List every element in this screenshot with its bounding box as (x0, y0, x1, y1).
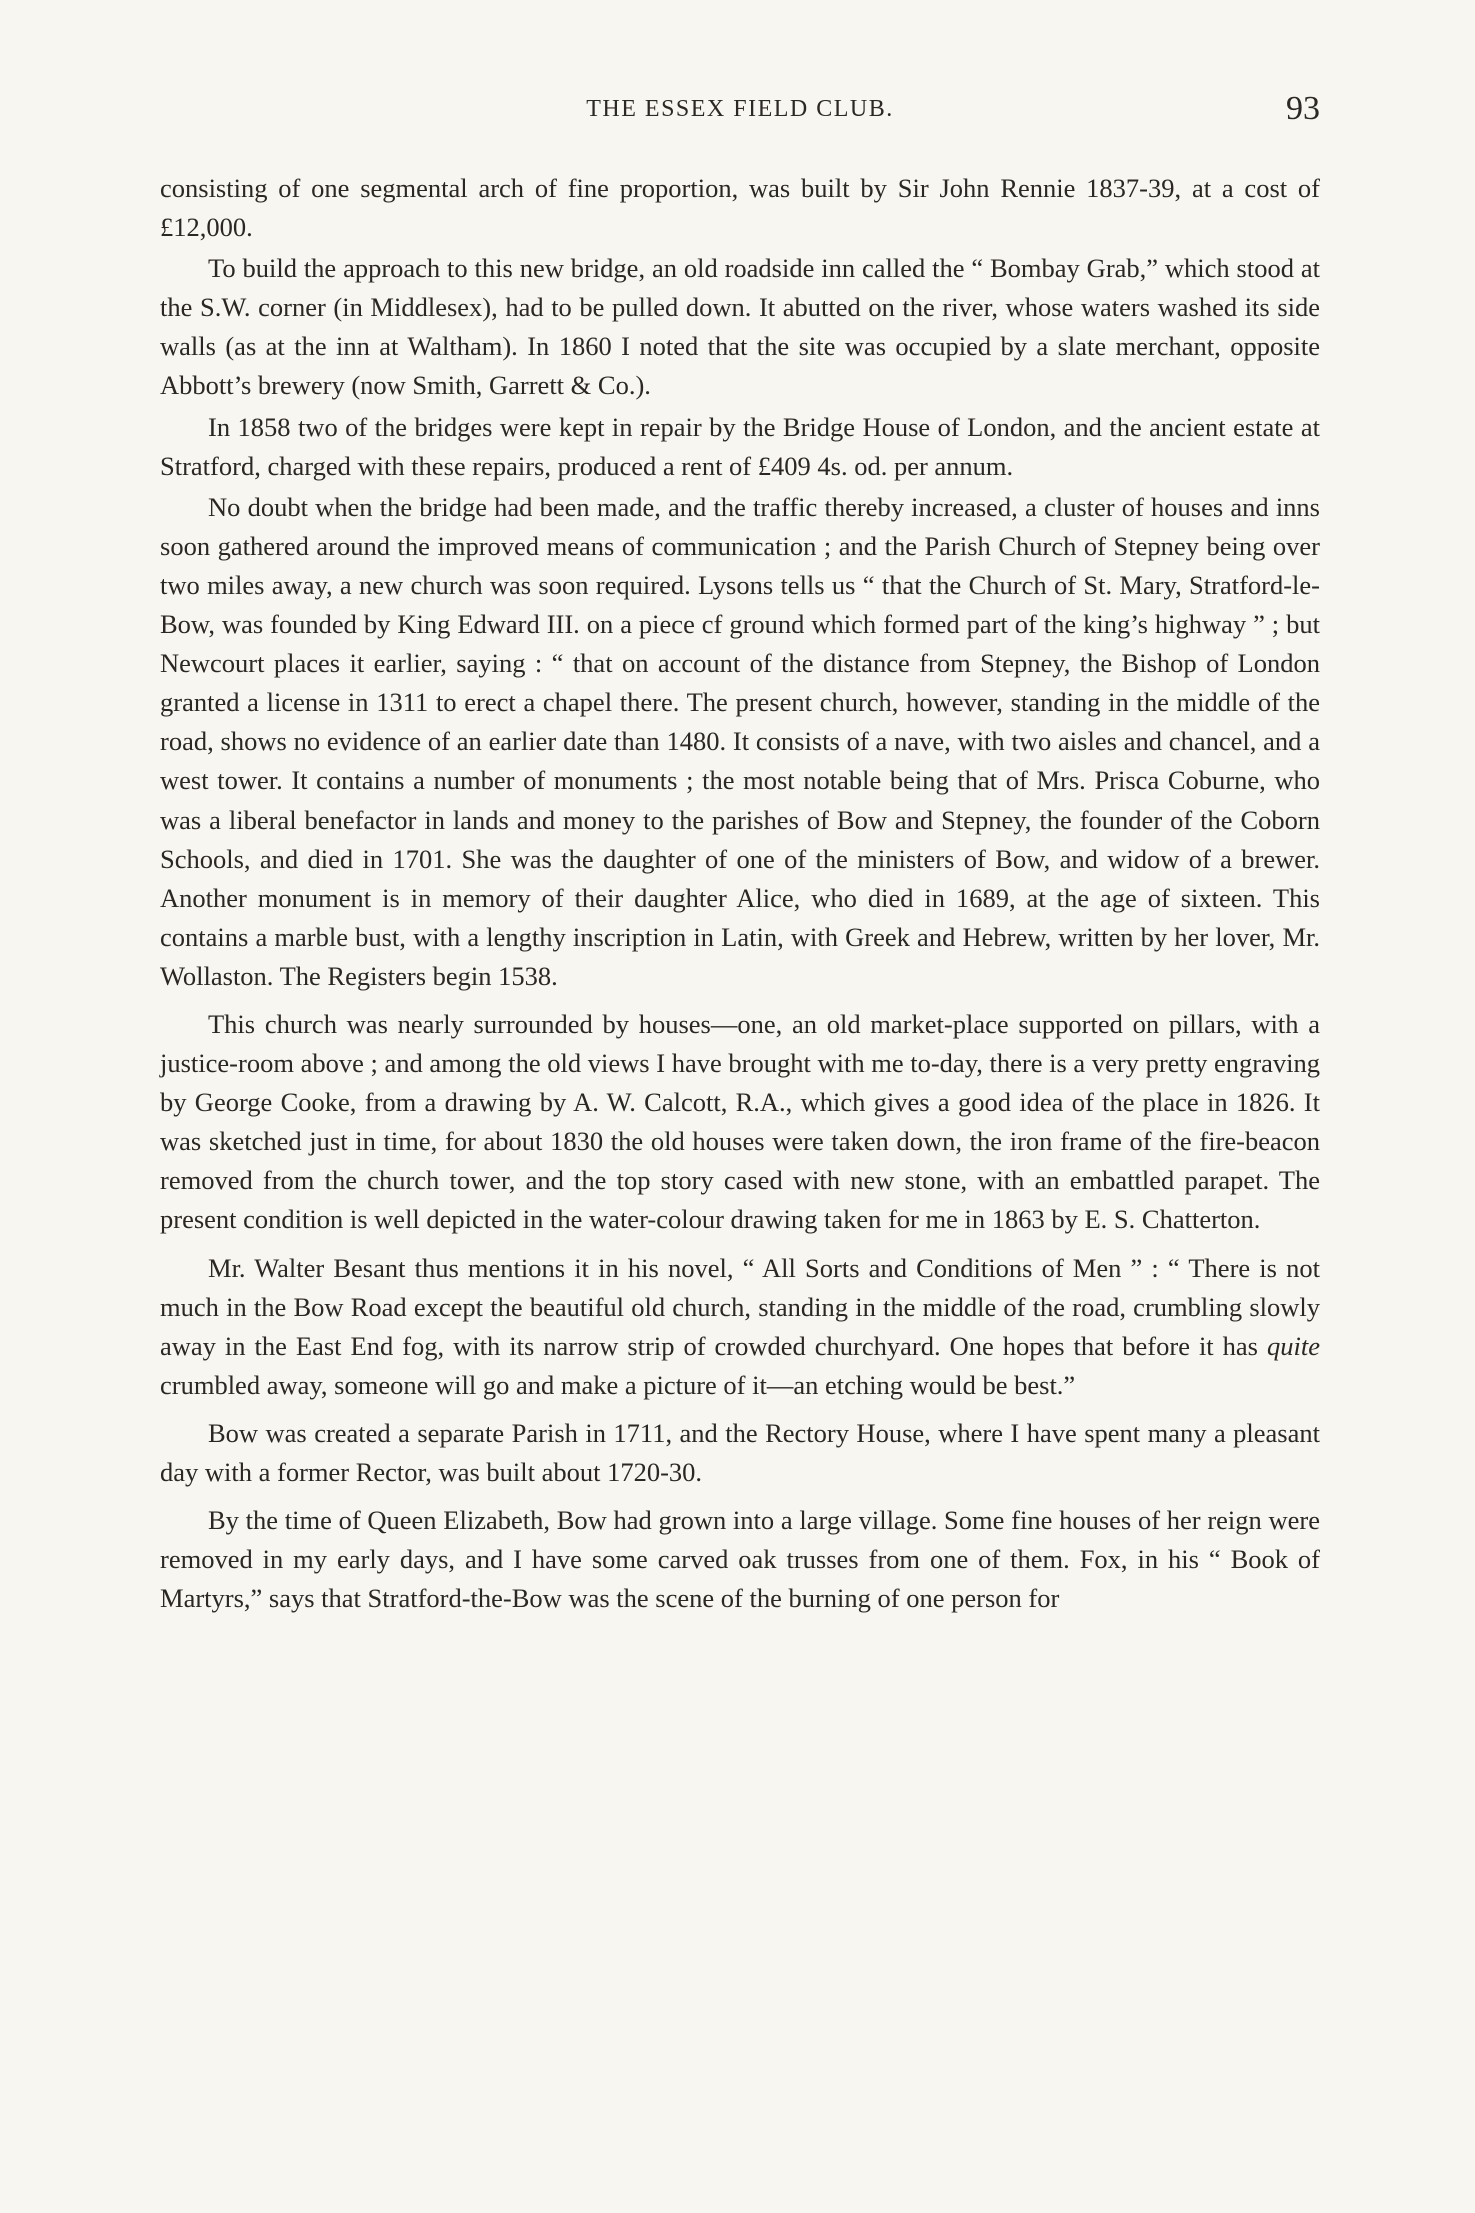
besant-quote-end: crumbled away, someone will go and make a picture of it—an etching would be best.” (160, 1369, 1076, 1400)
paragraph-bombay-grab: To build the approach to this new bridge, an old roadside inn called the “ Bombay Grab,” which stood at the S.W. corner (in Middlesex), had to be pulled down. It abutted on the river, whose waters washed its side walls (as at the inn at Waltham). In 1860 I noted that the site was occupied by a slate merchant, opposite Abbott’s brewery (now Smith, Garrett & Co.). (160, 253, 1320, 401)
paragraph-bridge-house: In 1858 two of the bridges were kept in repair by the Bridge House of London, and the ancient estate at Stratford, charged with these repairs, produced a rent of £409 4s. od. per annum. (160, 411, 1320, 481)
body-text (160, 169, 1320, 1620)
running-title: THE ESSEX FIELD CLUB. (586, 96, 894, 122)
page-number: 93 (1286, 90, 1320, 127)
italic-word: quite (1267, 1330, 1320, 1361)
paragraph-besant-quote (160, 1249, 1320, 1405)
paragraph-continuation: consisting of one segmental arch of fine proportion, was built by Sir John Rennie 1837-39, at a cost of £12,000. (160, 173, 1320, 243)
page-header (160, 90, 1320, 140)
paragraph-church-history: No doubt when the bridge had been made, and the traffic thereby increased, a cluster of houses and inns soon gathered around the improved means of communication ; and the Parish Church of Stepney being over two miles away, a new church was soon required. Lysons tells us “ that the Church of St. Mary, Stratford-le-Bow, was founded by King Edward III. on a piece cf ground which formed part of the king’s highway ” ; but Newcourt places it earlier, saying : “ that on account of the distance from Stepney, the Bishop of London granted a license in 1311 to erect a chapel there. The present church, however, standing in the middle of the road, shows no evidence of an earlier date than 1480. It consists of a nave, with two aisles and chancel, and a west tower. It contains a number of monuments ; the most notable being that of Mrs. Prisca Coburne, who was a liberal benefactor in lands and money to the parishes of Bow and Stepney, the founder of the Coborn Schools, and died in 1701. She was the daughter of one of the ministers of Bow, and widow of a brewer. Another monument is in memory of their daughter Alice, who died in 1689, at the age of sixteen. This contains a marble bust, with a lengthy inscription in Latin, with Greek and Hebrew, written by her lover, Mr. Wollaston. The Registers begin 1538. (160, 491, 1320, 991)
paragraph-market-place: This church was nearly surrounded by houses—one, an old market-place supported on pillars, with a justice-room above ; and among the old views I have brought with me to-day, there is a very pretty engraving by George Cooke, from a drawing by A. W. Calcott, R.A., which gives a good idea of the place in 1826. It was sketched just in time, for about 1830 the old houses were taken down, the iron frame of the fire-beacon removed from the church tower, and the top story cased with new stone, with an embattled parapet. The present condition is well depicted in the water-colour drawing taken for me in 1863 by E. S. Chatterton. (160, 1008, 1320, 1235)
besant-quote-text: Mr. Walter Besant thus mentions it in his novel, “ All Sorts and Conditions of Men ” : “ There is not much in the Bow Road except the beautiful old church, standing in the middle of the road, crumbling slowly away in the East End fog, with its narrow strip of crowded churchyard. One hopes that before it has (160, 1252, 1320, 1361)
paragraph-queen-elizabeth: By the time of Queen Elizabeth, Bow had grown into a large village. Some fine houses of her reign were removed in my early days, and I have some carved oak trusses from one of them. Fox, in his “ Book of Martyrs,” says that Stratford-the-Bow was the scene of the burning of one person for (160, 1505, 1320, 1614)
paragraph-rectory-house: Bow was created a separate Parish in 1711, and the Rectory House, where I have spent many a pleasant day with a former Rector, was built about 1720-30. (160, 1417, 1320, 1487)
